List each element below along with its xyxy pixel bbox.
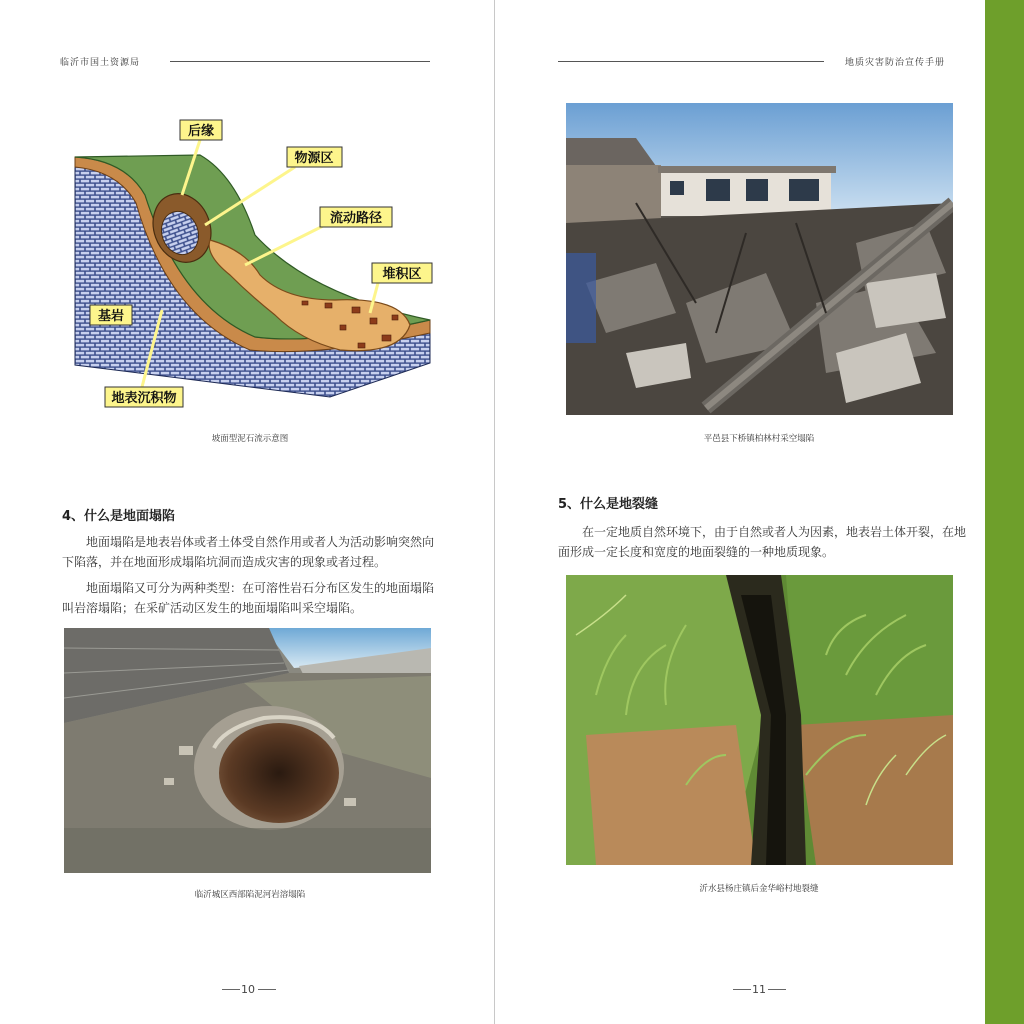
section-4-paragraph-1: 地面塌陷是地表岩体或者土体受自然作用或者人为活动影响突然向下陷落，并在地面形成塌陷坑洞而造成灾害的现象或者过程。: [62, 535, 435, 569]
label-deposit-zone: 堆积区: [382, 267, 422, 282]
label-source-zone: 物源区: [294, 151, 334, 166]
section-5-paragraph-1: 在一定地质自然环境下，由于自然或者人为因素，地表岩土体开裂，在地面形成一定长度和宽度的地面裂缝的一种地质现象。: [558, 525, 967, 559]
section-5-heading: 5、什么是地裂缝: [558, 497, 659, 512]
label-bedrock: 基岩: [97, 309, 125, 324]
right-header-rule: [558, 61, 824, 62]
left-page-number: 10: [241, 983, 255, 996]
label-flow-path: 流动路径: [329, 211, 383, 226]
mining-collapse-photo-caption: 平邑县下桥镇柏林村采空塌陷: [703, 434, 815, 444]
left-page: [0, 0, 495, 1024]
diagram-caption: 坡面型泥石流示意图: [211, 434, 289, 444]
label-surface-sediment: 地表沉积物: [111, 391, 177, 406]
ground-fissure-photo: [566, 575, 953, 865]
ground-fissure-photo-caption: 沂水县杨庄镇后金华峪村地裂缝: [699, 884, 819, 894]
sinkhole-photo: [64, 628, 431, 873]
section-4-heading: 4、什么是地面塌陷: [62, 509, 176, 524]
left-header-rule: [170, 61, 430, 62]
section-4-paragraph-2: 地面塌陷又可分为两种类型：在可溶性岩石分布区发生的地面塌陷叫岩溶塌陷；在采矿活动区发生的地面塌陷叫采空塌陷。: [62, 581, 435, 615]
label-rear-edge: 后缘: [187, 124, 215, 139]
right-page-number: 11: [752, 983, 766, 996]
debris-flow-diagram: [70, 115, 435, 415]
mining-collapse-photo: [566, 103, 953, 415]
right-page: [495, 0, 985, 1024]
right-header-text: 地质灾害防治宣传手册: [845, 58, 946, 68]
green-edge-strip: [985, 0, 1024, 1024]
sinkhole-photo-caption: 临沂城区西部陷泥河岩溶塌陷: [194, 890, 306, 900]
left-header-text: 临沂市国土资源局: [60, 58, 141, 68]
